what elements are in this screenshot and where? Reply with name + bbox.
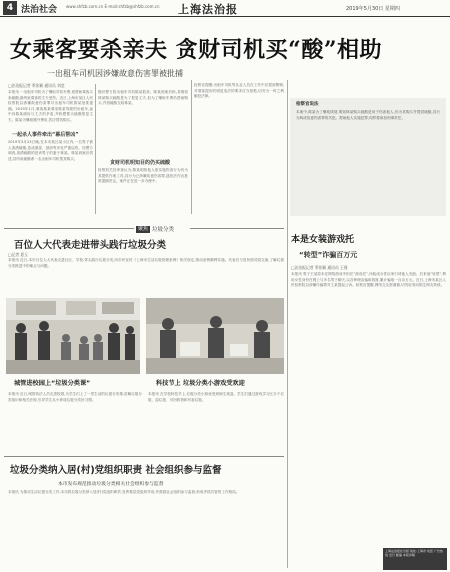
lead-body-a: 本报讯 一出租车司机为了赚取司机车费,竟帮助乘客买来硫酸,最终致乘客的丈夫受伤。近日,上海市某区人民检察院以涉嫌故意伤害罪对出租车司机陈某批准逮捕。2019年1月,乘客林某乘坐陈某驾驶的出租车,途中向陈某倾诉与丈夫的矛盾,并称想要买硫酸报复丈夫。陈某为赚取额外费用,答应帮其购买。	[8, 90, 93, 122]
column-rule	[191, 80, 192, 214]
commentary-body: 本案中,陈某为了赚取钱财,明知林某购买硫酸是用于伤害他人,仍为其购买并提供硫酸,其行为构成故意伤害罪的共犯。帮助他人实施犯罪,同样要承担刑事责任。	[296, 110, 440, 120]
feature-body-left: 本报讯 近日,城管执法人员走进校园,为学生们上了一堂生动的垃圾分类课,讲解垃圾分类知识和相关法规,引导学生从小养成垃圾分类好习惯。	[8, 392, 142, 402]
lead-body-c: 随后警方将出租车司机陈某抓获。陈某到案后称,其明知林某购买硫酸是为了报复丈夫,但为了赚取车费仍帮助购买,并将硫酸交给林某。	[98, 90, 188, 106]
commentary-box	[290, 98, 446, 216]
section-name: 法治社会	[21, 5, 58, 15]
paper-logo: 上海法治报	[178, 3, 238, 16]
photo-kids-game	[146, 298, 284, 374]
lead-subhead-1: 一起杀人事件牵出“幕后帮凶”	[12, 132, 79, 138]
feature-headline: 百位人大代表走进带头践行垃圾分类	[14, 240, 167, 251]
photo-kids-graphic	[146, 298, 284, 374]
feature-byline: □记者 夏玉	[8, 252, 28, 257]
section-tag	[136, 225, 174, 233]
lead-subhead-2: 贪财司机明知目的仍买硫酸	[110, 160, 171, 166]
feature-body: 本报讯 近日,本市百位人大代表走进社区、学校,带头践行垃圾分类,向市民宣传《上海市生活垃圾管理条例》相关规定,推动条例顺利实施。代表们与居民面对面交流,了解垃圾分类推进中的难点与问题。	[8, 258, 284, 268]
column-rule	[95, 84, 96, 214]
right-subheadline: “转型”诈骗百万元	[299, 251, 358, 259]
section-tag-box: 聚焦	[138, 225, 149, 232]
lead-headline: 女乘客要杀亲夫 贪财司机买“酸”相助	[10, 37, 382, 63]
bottom-divider	[4, 456, 284, 457]
lead-body-e: 检察官提醒:出租车司机等从业人员在工作中应提高警惕,对乘客提出的明显违法的要求应当拒绝,切勿为一时之利触犯法律。	[194, 83, 284, 99]
section-tag-text: 垃圾分类	[152, 227, 175, 233]
feature-body-right: 本报讯 在学校科技节上,垃圾分类小游戏受到师生欢迎。学生们通过游戏学习区分干垃圾、湿垃圾、可回收物和有害垃圾。	[148, 392, 284, 402]
bottom-body: 本报讯 为推动生活垃圾分类工作,本市将垃圾分类纳入居(村)党组织职责,发挥基层党组织作用,并鼓励社会组织参与监督,形成齐抓共管的工作格局。	[8, 490, 240, 494]
lead-body-d: 检察机关经审查认为,陈某明知他人欲实施伤害行为仍为其提供作案工具,其行为已涉嫌故意伤害罪,遂依法作出批准逮捕决定。案件正在进一步办理中。	[98, 168, 188, 184]
bottom-headline: 垃圾分类纳入居(村)党组织职责 社会组织参与监督	[10, 465, 222, 476]
column-rule	[287, 80, 288, 568]
page-number: 4	[3, 1, 17, 15]
website-url: www.shfzb.com.cn E-mail:shfzb@shfzb.com.cn	[66, 4, 160, 9]
bottom-subheadline: 本市发布规范推动垃圾分类相关社会组织参与监督	[58, 482, 164, 487]
masthead	[0, 0, 450, 17]
publisher-footer: 上海法治报社出版 地址:上海市 电话 广告热线 发行 邮编 本报印刷	[383, 548, 447, 570]
section-divider	[190, 228, 284, 229]
issue-date: 2019年5月30日 星期四	[346, 6, 400, 12]
photo-officers-classroom	[6, 298, 140, 374]
lead-body-b: 2019年3月23日晚,在本市某区某小区内,一名男子被人泼洒硫酸,造成面部、颈部等多处严重烧伤。经警方调查,泼洒硫酸的是该男子的妻子林某。林某到案后供述,其所用硫酸系一名出租车司机帮其购买。	[8, 140, 93, 161]
section-divider	[4, 228, 134, 229]
lead-subheadline: 一出租车司机因涉嫌故意伤害罪被批捕	[47, 69, 183, 78]
lead-byline: □法治报记者 季张颖 通讯员 刘竞	[8, 83, 65, 88]
photo-officers-graphic	[6, 298, 140, 374]
right-byline: □法治报记者 季张颖 通讯员 王建	[291, 265, 348, 270]
right-body: 本报讯 男子王某原本在网络游戏中担任“游戏托”,伪装成女性玩家引诱他人充值。后来他“转型”,利用女性身份在网上与多名男子聊天,以各种理由骗取钱财,累计骗取一百余万元。近日,上海市某区人民检察院以涉嫌诈骗罪对王某提起公诉。检察官提醒,网络交友需谨慎,切勿轻易向陌生网友转账。	[291, 272, 446, 288]
commentary-label: 检察官说法	[296, 102, 319, 107]
photo-caption-left: 城管进校园上“垃圾分类课”	[14, 380, 91, 387]
photo-caption-right: 科技节上 垃圾分类小游戏受欢迎	[156, 380, 245, 387]
right-headline: 本是女装游戏托	[291, 235, 355, 245]
